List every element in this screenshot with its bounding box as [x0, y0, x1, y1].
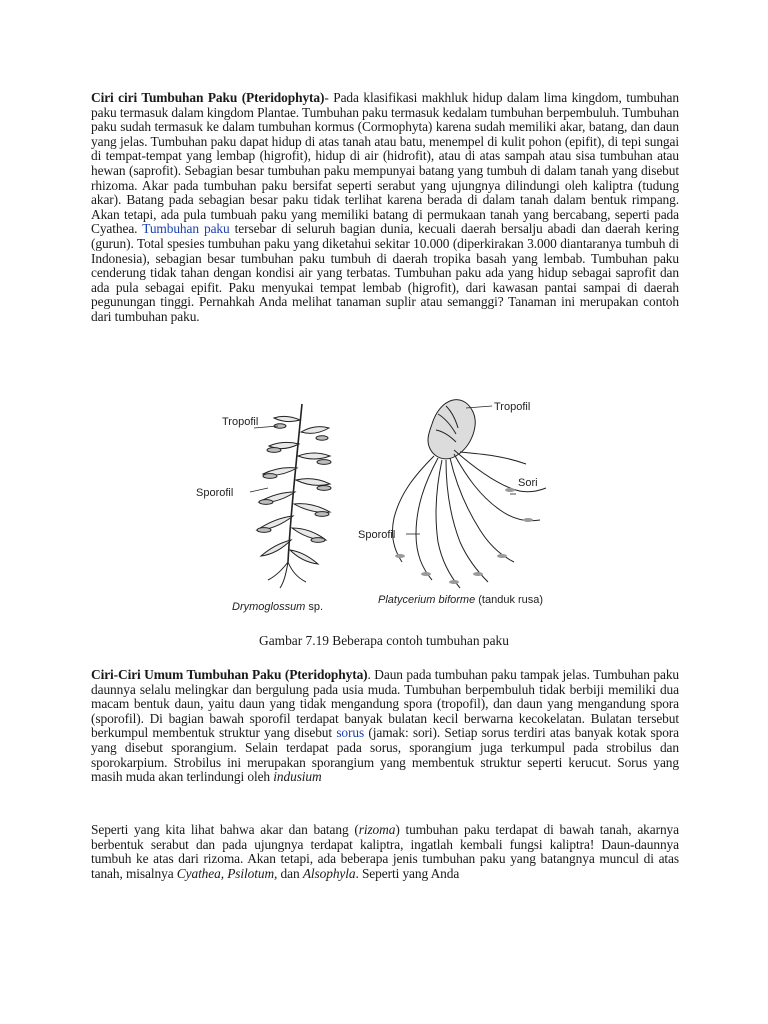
general-features-text-part1: . Daun pada tumbuhan paku tampak jelas. Tumbuhan paku daunnya selalu melingkar dan bergulung pada usia muda. Tumbuhan berpembuluh tidak berbiji memiliki dua macam bentuk daun, yaitu daun yang tidak mengandung spora (tropofil), dan daun yang mengandung spora (sporofil). Di bagian bawah sporofil terdapat banyak bulatan kecil berwarna kecokelatan. Bulatan tersebut berkumpul membentuk struktur yang disebut — [91, 667, 680, 741]
intro-paragraph — [91, 91, 679, 325]
rhizome-text-part2: ) tumbuhan paku terdapat di bawah tanah, akarnya berbentuk serabut dan pada ujungnya terdapat kaliptra, ingatlah kembali fungsi kaliptra! Daun-daunnya tumbuh ke atas dari rizoma. Akan tetapi, ada beberapa jenis tumbuhan paku yang batangnya muncul di atas tanah, misalnya — [91, 822, 679, 881]
intro-text-part2: tersebar di seluruh bagian dunia, kecuali daerah bersalju abadi dan daerah kering (gurun). Total spesies tumbuhan paku yang diketahui sekitar 10.000 (diperkirakan 3.000 diantaranya tumbuh di Indonesia), sebagian besar tumbuhan paku tumbuh di daerah tropika basah yang lembab. Tumbuhan paku cenderung tidak tahan dengan kondisi air yang terbatas. Tumbuhan paku ada yang hidup sebagai saprofit dan ada pula sebagai epifit. Paku menyukai tempat lembab (higrofit), dari kawasan pantai sampai di daerah pegunungan tinggi. Pernahkah Anda melihat tanaman suplir atau semanggi? Tanaman ini merupakan contoh dari tumbuhan paku. — [91, 221, 679, 324]
sorus-link[interactable]: sorus — [336, 725, 365, 741]
left-species-suffix: sp. — [305, 601, 324, 613]
left-species-name: Drymoglossum — [232, 601, 306, 613]
general-features-text-part2: (jamak: sori). Setiap sorus terdiri atas banyak kotak spora yang disebut sporangium. Selain terdapat pada sorus, sporangium juga terkumpul pada strobilus dan sporokarpium. Strobilus ini merupakan sporangium yang membentuk struktur seperti kerucut. Sorus yang masih muda akan terlindungi oleh — [91, 725, 680, 785]
right-species-suffix: (tanduk rusa) — [475, 594, 544, 606]
right-sporofil-label: Sporofil — [358, 529, 396, 541]
left-sporofil-label: Sporofil — [196, 487, 234, 499]
general-features-paragraph — [91, 668, 679, 785]
general-features-title: Ciri-Ciri Umum Tumbuhan Paku (Pteridophyta) — [91, 667, 368, 682]
intro-text-part1: - Pada klasifikasi makhluk hidup dalam lima kingdom, tumbuhan paku termasuk dalam kingdom Plantae. Tumbuhan paku termasuk kedalam tumbuhan berpembuluh. Tumbuhan paku sudah termasuk ke dalam tumbuhan kormus (Cormophyta) karena sudah memiliki akar, batang, dan daun yang jelas. Tumbuhan paku dapat hidup di atas tanah atau batu, menempel di kulit pohon (epifit), di tepi sungai di tempat-tempat yang lembap (higrofit), hidup di air (hidrofit), atau di atas sampah atau sisa tumbuhan atau hewan (saprofit). Sebagian besar tumbuhan paku mempunyai batang yang tumbuh di dalam tanah yang disebut rhizoma. Akar pada tumbuhan paku bersifat seperti serabut yang ujungnya dilindungi oleh kaliptra (tudung akar). Batang pada sebagian besar paku tidak terlihat karena berada di dalam tanah dalam bentuk rimpang. Akan tetapi, ada pula tumbuah paku yang memiliki batang di permukaan tanah yang bercabang, seperti pada Cyathea. — [91, 90, 679, 237]
rhizome-text-part4: . Seperti yang Anda — [355, 865, 460, 881]
drymoglossum-illustration — [250, 404, 331, 588]
indusium-term: indusium — [273, 769, 322, 785]
rizoma-term: rizoma — [358, 822, 396, 837]
right-species-name: Platycerium biforme — [378, 594, 476, 606]
left-species-label — [232, 601, 323, 613]
genus-list-term: Cyathea, Psilotum, — [176, 865, 278, 881]
tumbuhan-paku-link[interactable]: Tumbuhan paku — [142, 221, 230, 237]
intro-title: Ciri ciri Tumbuhan Paku (Pteridophyta) — [91, 90, 325, 105]
rhizome-text-part3: dan — [277, 865, 303, 881]
rhizome-paragraph — [91, 823, 679, 881]
left-tropofil-label: Tropofil — [222, 416, 259, 428]
rhizome-text-part1: Seperti yang kita lihat bahwa akar dan batang ( — [91, 822, 359, 837]
right-species-label — [378, 594, 543, 606]
platycerium-illustration — [392, 400, 546, 588]
figure-caption: Gambar 7.19 Beberapa contoh tumbuhan paku — [259, 633, 509, 648]
fern-figure — [196, 384, 570, 616]
right-sori-label: Sori — [518, 477, 538, 489]
right-tropofil-label: Tropofil — [494, 401, 531, 413]
alsophyla-term: Alsophyla — [302, 865, 356, 881]
